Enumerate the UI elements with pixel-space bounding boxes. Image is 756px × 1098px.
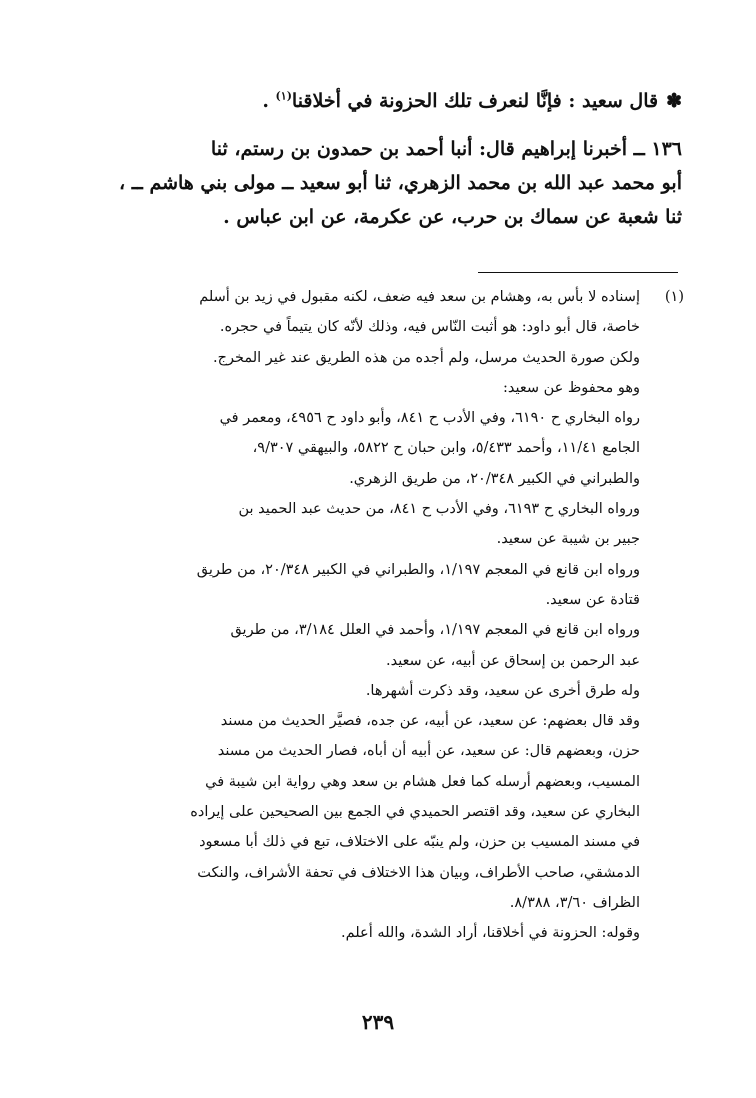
footnote-line: الجامع ١١/٤١، وأحمد ٥/٤٣٣، وابن حبان ح ٥٨٢٢، والبيهقي ٩/٣٠٧،	[252, 440, 640, 457]
main-line	[52, 84, 682, 118]
main-text	[52, 84, 682, 234]
footnote-line: ولكن صورة الحديث مرسل، ولم أجده من هذه الطريق عند غير المخرج.	[213, 349, 640, 366]
footnote-text: إسناده لا بأس به، وهشام بن سعد فيه ضعف، لكنه مقبول في زيد بن أسلم	[199, 289, 640, 305]
footnote-line: وقوله: الحزونة في أخلاقنا، أراد الشدة، والله أعلم.	[341, 925, 640, 942]
main-line: أبو محمد عبد الله بن محمد الزهري، ثنا أبو سعيد ــ مولى بني هاشم ــ ،	[118, 172, 682, 194]
footnote-line: وقد قال بعضهم: عن سعيد، عن أبيه، عن جده، فصيَّر الحديث من مسند	[220, 713, 640, 730]
main-line: ١٣٦ ــ أخبرنا إبراهيم قال: أنبا أحمد بن حمدون بن رستم، ثنا	[210, 138, 682, 160]
footnote-number: (١)	[664, 289, 684, 305]
footnote-line: والطبراني في الكبير ٢٠/٣٤٨، من طريق الزهري.	[349, 470, 640, 487]
page-number: ٢٣٩	[361, 1010, 395, 1034]
footnote-line: قتادة عن سعيد.	[545, 591, 640, 608]
footnote-line: جبير بن شيبة عن سعيد.	[496, 531, 640, 548]
footnote-line: ورواه البخاري ح ٦١٩٣، وفي الأدب ح ٨٤١، من حديث عبد الحميد بن	[238, 501, 640, 518]
footnote-line: في مسند المسيب بن حزن، ولم ينبّه على الاختلاف، تبع في ذلك أبا مسعود	[199, 834, 640, 851]
footnote-line	[52, 282, 684, 312]
footnote-line: عبد الرحمن بن إسحاق عن أبيه، عن سعيد.	[385, 652, 640, 669]
footnote-line: خاصة، قال أبو داود: هو أثبت النّاس فيه، وذلك لأنّه كان يتيماً في حجره.	[219, 319, 640, 336]
footnote-line: البخاري عن سعيد، وقد اقتصر الحميدي في الجمع بين الصحيحين على إيراده	[190, 804, 640, 821]
footnote-line: الظراف ٣/٦٠، ٨/٣٨٨.	[509, 894, 640, 911]
main-line-end: .	[262, 90, 276, 112]
footnote-line: رواه البخاري ح ٦١٩٠، وفي الأدب ح ٨٤١، وأبو داود ح ٤٩٥٦، ومعمر في	[219, 410, 640, 427]
footnote-line: وهو محفوظ عن سعيد:	[502, 379, 640, 396]
star-ornament-icon: ✽	[666, 90, 682, 112]
footnote-separator	[478, 272, 678, 273]
footnote-line: وله طرق أخرى عن سعيد، وقد ذكرت أشهرها.	[365, 682, 640, 699]
footnotes	[52, 282, 684, 949]
footnote-reference: (١)	[275, 89, 292, 103]
footnote-line: ورواه ابن قانع في المعجم ١/١٩٧، وأحمد في العلل ٣/١٨٤، من طريق	[230, 622, 640, 639]
footnote-line: المسيب، وبعضهم أرسله كما فعل هشام بن سعد وهي رواية ابن شيبة في	[205, 773, 640, 790]
main-line: ثنا شعبة عن سماك بن حرب، عن عكرمة، عن ابن عباس .	[223, 206, 682, 228]
main-line-text: قال سعيد : فإنَّا لنعرف تلك الحزونة في أخلاقنا	[291, 90, 659, 112]
footnote-line: الدمشقي، صاحب الأطراف، وبيان هذا الاختلاف في تحفة الأشراف، والنكت	[197, 864, 640, 881]
footnote-line: ورواه ابن قانع في المعجم ١/١٩٧، والطبراني في الكبير ٢٠/٣٤٨، من طريق	[196, 561, 640, 578]
footnote-line: حزن، وبعضهم قال: عن سعيد، عن أبيه أن أباه، فصار الحديث من مسند	[217, 743, 640, 760]
